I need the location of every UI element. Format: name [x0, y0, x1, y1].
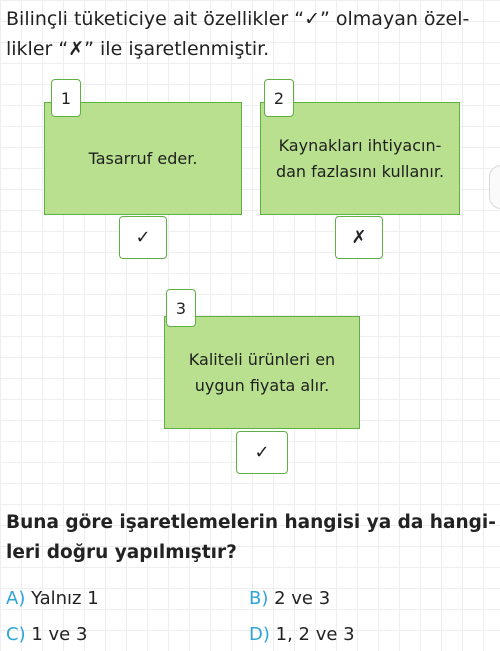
option-c[interactable]	[6, 623, 87, 647]
option-a-text: Yalnız 1	[31, 588, 99, 609]
mark-box-3: ✓	[236, 431, 288, 474]
question-line-2: leri doğru yapılmıştır?	[6, 542, 237, 563]
intro-line-1: Bilinçli tüketiciye ait özellikler “✓” olmayan özel-	[6, 8, 470, 30]
page-edge-tab	[489, 165, 500, 209]
intro-line-2: likler “✗” ile işaretlenmiştir.	[6, 38, 270, 60]
option-c-letter: C)	[6, 624, 26, 645]
mark-box-2: ✗	[335, 216, 383, 259]
option-b-text: 2 ve 3	[274, 588, 331, 609]
statement-card-3-line-1: Kaliteli ürünleri en	[188, 349, 336, 369]
statement-card-1	[44, 102, 242, 215]
statement-card-2-line-2: dan fazlasını kullanır.	[275, 161, 445, 181]
statement-number-2: 2	[264, 79, 294, 117]
question-text	[6, 508, 496, 568]
statement-card-1-text: Tasarruf eder.	[88, 148, 198, 168]
option-d-letter: D)	[249, 624, 270, 645]
option-d-text: 1, 2 ve 3	[275, 624, 355, 645]
statement-card-2	[260, 102, 460, 215]
option-d[interactable]	[249, 623, 355, 647]
statement-card-3-line-2: uygun fiyata alır.	[194, 375, 330, 395]
option-c-text: 1 ve 3	[31, 624, 88, 645]
statement-number-3: 3	[166, 289, 196, 327]
statement-card-2-line-1: Kaynakları ihtiyacın-	[278, 135, 442, 155]
option-b[interactable]	[249, 587, 330, 611]
question-line-1: Buna göre işaretlemelerin hangisi ya da hangi-	[6, 512, 496, 533]
option-a[interactable]	[6, 587, 99, 611]
statement-number-1: 1	[51, 79, 81, 117]
mark-box-1: ✓	[119, 216, 167, 259]
statement-card-3	[164, 316, 360, 429]
option-a-letter: A)	[6, 588, 26, 609]
option-b-letter: B)	[249, 588, 269, 609]
intro-text	[6, 4, 496, 64]
